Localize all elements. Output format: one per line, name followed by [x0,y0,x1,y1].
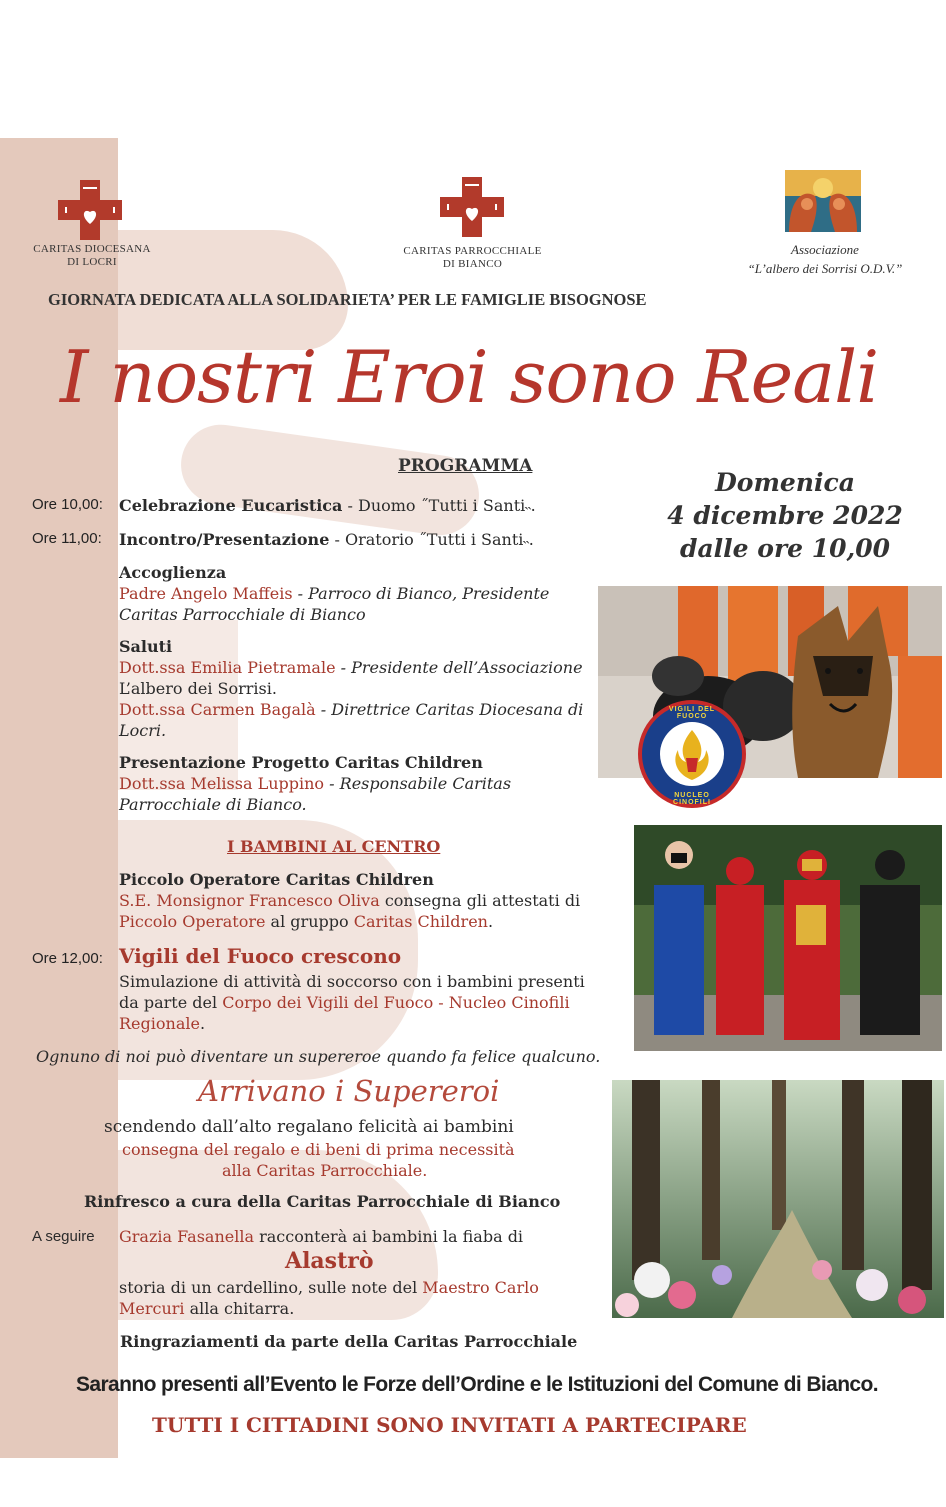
vigili-text: da parte del [119,993,223,1012]
schedule-time: Ore 11,00: [32,530,102,547]
vigili-del-fuoco-badge [638,700,746,808]
speaker-name: S.E. Monsignor Francesco Oliva [119,891,380,910]
seguire-line [119,1298,294,1319]
presentazione-line [119,773,511,794]
speaker-role: - Responsabile Caritas [324,774,512,793]
supereroi-text: consegna del regalo e di beni di prima necessità [122,1140,515,1159]
speaker-role: L’albero dei Sorrisi. [119,679,277,698]
event-date [660,466,910,565]
bambini-highlight: Caritas Children [353,912,488,931]
schedule-place: - Duomo ˝Tutti i Santi˵. [342,496,536,515]
ringraziamenti-text: Ringraziamenti da parte della Caritas Parrocchiale [120,1332,578,1351]
schedule-entry [119,529,534,550]
date-day: Domenica [715,468,855,497]
speaker-role: Locri. [119,721,167,740]
logo-left-line2: DI LOCRI [67,256,117,268]
schedule-place: - Oratorio ˝Tutti i Santi˵. [329,530,534,549]
speaker-name: Padre Angelo Maffeis [119,584,293,603]
bambini-text: . [487,912,494,931]
badge-top-text: VIGILI DEL FUOCO [668,706,716,720]
accoglienza-heading: Accoglienza [119,563,227,582]
schedule-time: Ore 10,00: [32,496,103,513]
faces-illustration-icon [785,170,861,232]
speaker-name: Dott.ssa Melissa Luppino [119,774,325,793]
enchanted-forest-image [612,1080,944,1318]
fiaba-title: Alastrò [285,1248,374,1274]
logo-right-line1: Associazione [791,242,859,257]
bambini-heading: I BAMBINI AL CENTRO [227,837,441,856]
footer-invite-text: TUTTI I CITTADINI SONO INVITATI A PARTECIPARE [152,1413,747,1437]
event-subtitle: GIORNATA DEDICATA ALLA SOLIDARIETA’ PER LE FAMIGLIE BISOGNOSE [48,290,647,309]
speaker-role: - Presidente dell’Associazione [335,658,583,677]
bambini-highlight: Piccolo Operatore [119,912,266,931]
logo-center-line1: CARITAS PARROCCHIALE [403,245,542,257]
presentazione-heading: Presentazione Progetto Caritas Children [119,753,483,772]
badge-bottom-text: NUCLEO CINOFILI [673,792,711,806]
speaker-role: - Parroco di Bianco, Presidente [292,584,550,603]
saluti-line [119,657,583,678]
vigili-line [119,1013,205,1034]
caritas-cross-icon [440,177,504,237]
saluti-heading: Saluti [119,637,173,656]
speaker-name: Dott.ssa Emilia Pietramale [119,658,336,677]
bambini-text: al gruppo [265,912,354,931]
programma-heading: PROGRAMMA [398,456,533,476]
schedule-entry [119,495,536,516]
seguire-highlight: Mercuri [119,1299,185,1318]
schedule-event: Incontro/Presentazione [119,530,330,549]
speaker-name: Dott.ssa Carmen Bagalà [119,700,316,719]
bambini-line [119,890,580,911]
bambini-line [119,911,493,932]
accoglienza-line [119,583,549,604]
speaker-role: - Direttrice Caritas Diocesana di [315,700,584,719]
seguire-text: storia di un cardellino, sulle note del [119,1278,423,1297]
logo-left-line1: CARITAS DIOCESANA [33,243,151,255]
logo-center-line2: DI BIANCO [442,258,503,270]
superheroes-photo [634,825,942,1051]
bambini-subheading: Piccolo Operatore Caritas Children [119,870,434,889]
seguire-text: alla chitarra. [184,1299,295,1318]
date-time: dalle ore 10,00 [679,534,891,563]
seguire-text: racconterà ai bambini la fiaba di [254,1227,524,1246]
date-full: 4 dicembre 2022 [667,501,903,530]
quote-text: Ognuno di noi può diventare un supereroe quando fa felice qualcuno. [36,1047,601,1066]
saluti-line [119,699,583,720]
seguire-line [119,1277,539,1298]
speaker-role: Caritas Parrocchiale di Bianco [119,605,366,624]
caritas-cross-icon [58,180,122,240]
page-title: I nostri Eroi sono Reali [60,335,879,419]
vigili-highlight: Regionale [119,1014,200,1033]
rinfresco-text: Rinfresco a cura della Caritas Parrocchiale di Bianco [84,1192,561,1211]
vigili-text: . [199,1014,206,1033]
vigili-highlight: Corpo dei Vigili del Fuoco - Nucleo Cinofili [222,993,570,1012]
seguire-line [119,1226,523,1247]
vigili-line [119,992,570,1013]
supereroi-text: scendendo dall’alto regalano felicità ai bambini [104,1117,514,1137]
schedule-time: Ore 12,00: [32,950,103,967]
vigili-heading: Vigili del Fuoco crescono [119,944,402,968]
bambini-text: consegna gli attestati di [379,891,581,910]
logo-right-line2: “L’albero dei Sorrisi O.D.V.” [747,261,903,276]
speaker-role: Parrocchiale di Bianco. [119,795,307,814]
seguire-highlight: Maestro Carlo [422,1278,539,1297]
schedule-event: Celebrazione Eucaristica [119,496,343,515]
footer-presence-text: Saranno presenti all’Evento le Forze dell’Ordine e le Istituzioni del Comune di Bianco. [76,1373,878,1396]
seguire-label: A seguire [32,1228,95,1245]
supereroi-heading: Arrivano i Supereroi [198,1074,500,1108]
speaker-name: Grazia Fasanella [119,1227,254,1246]
supereroi-text: alla Caritas Parrocchiale. [222,1161,428,1180]
vigili-text: Simulazione di attività di soccorso con i bambini presenti [119,972,585,991]
